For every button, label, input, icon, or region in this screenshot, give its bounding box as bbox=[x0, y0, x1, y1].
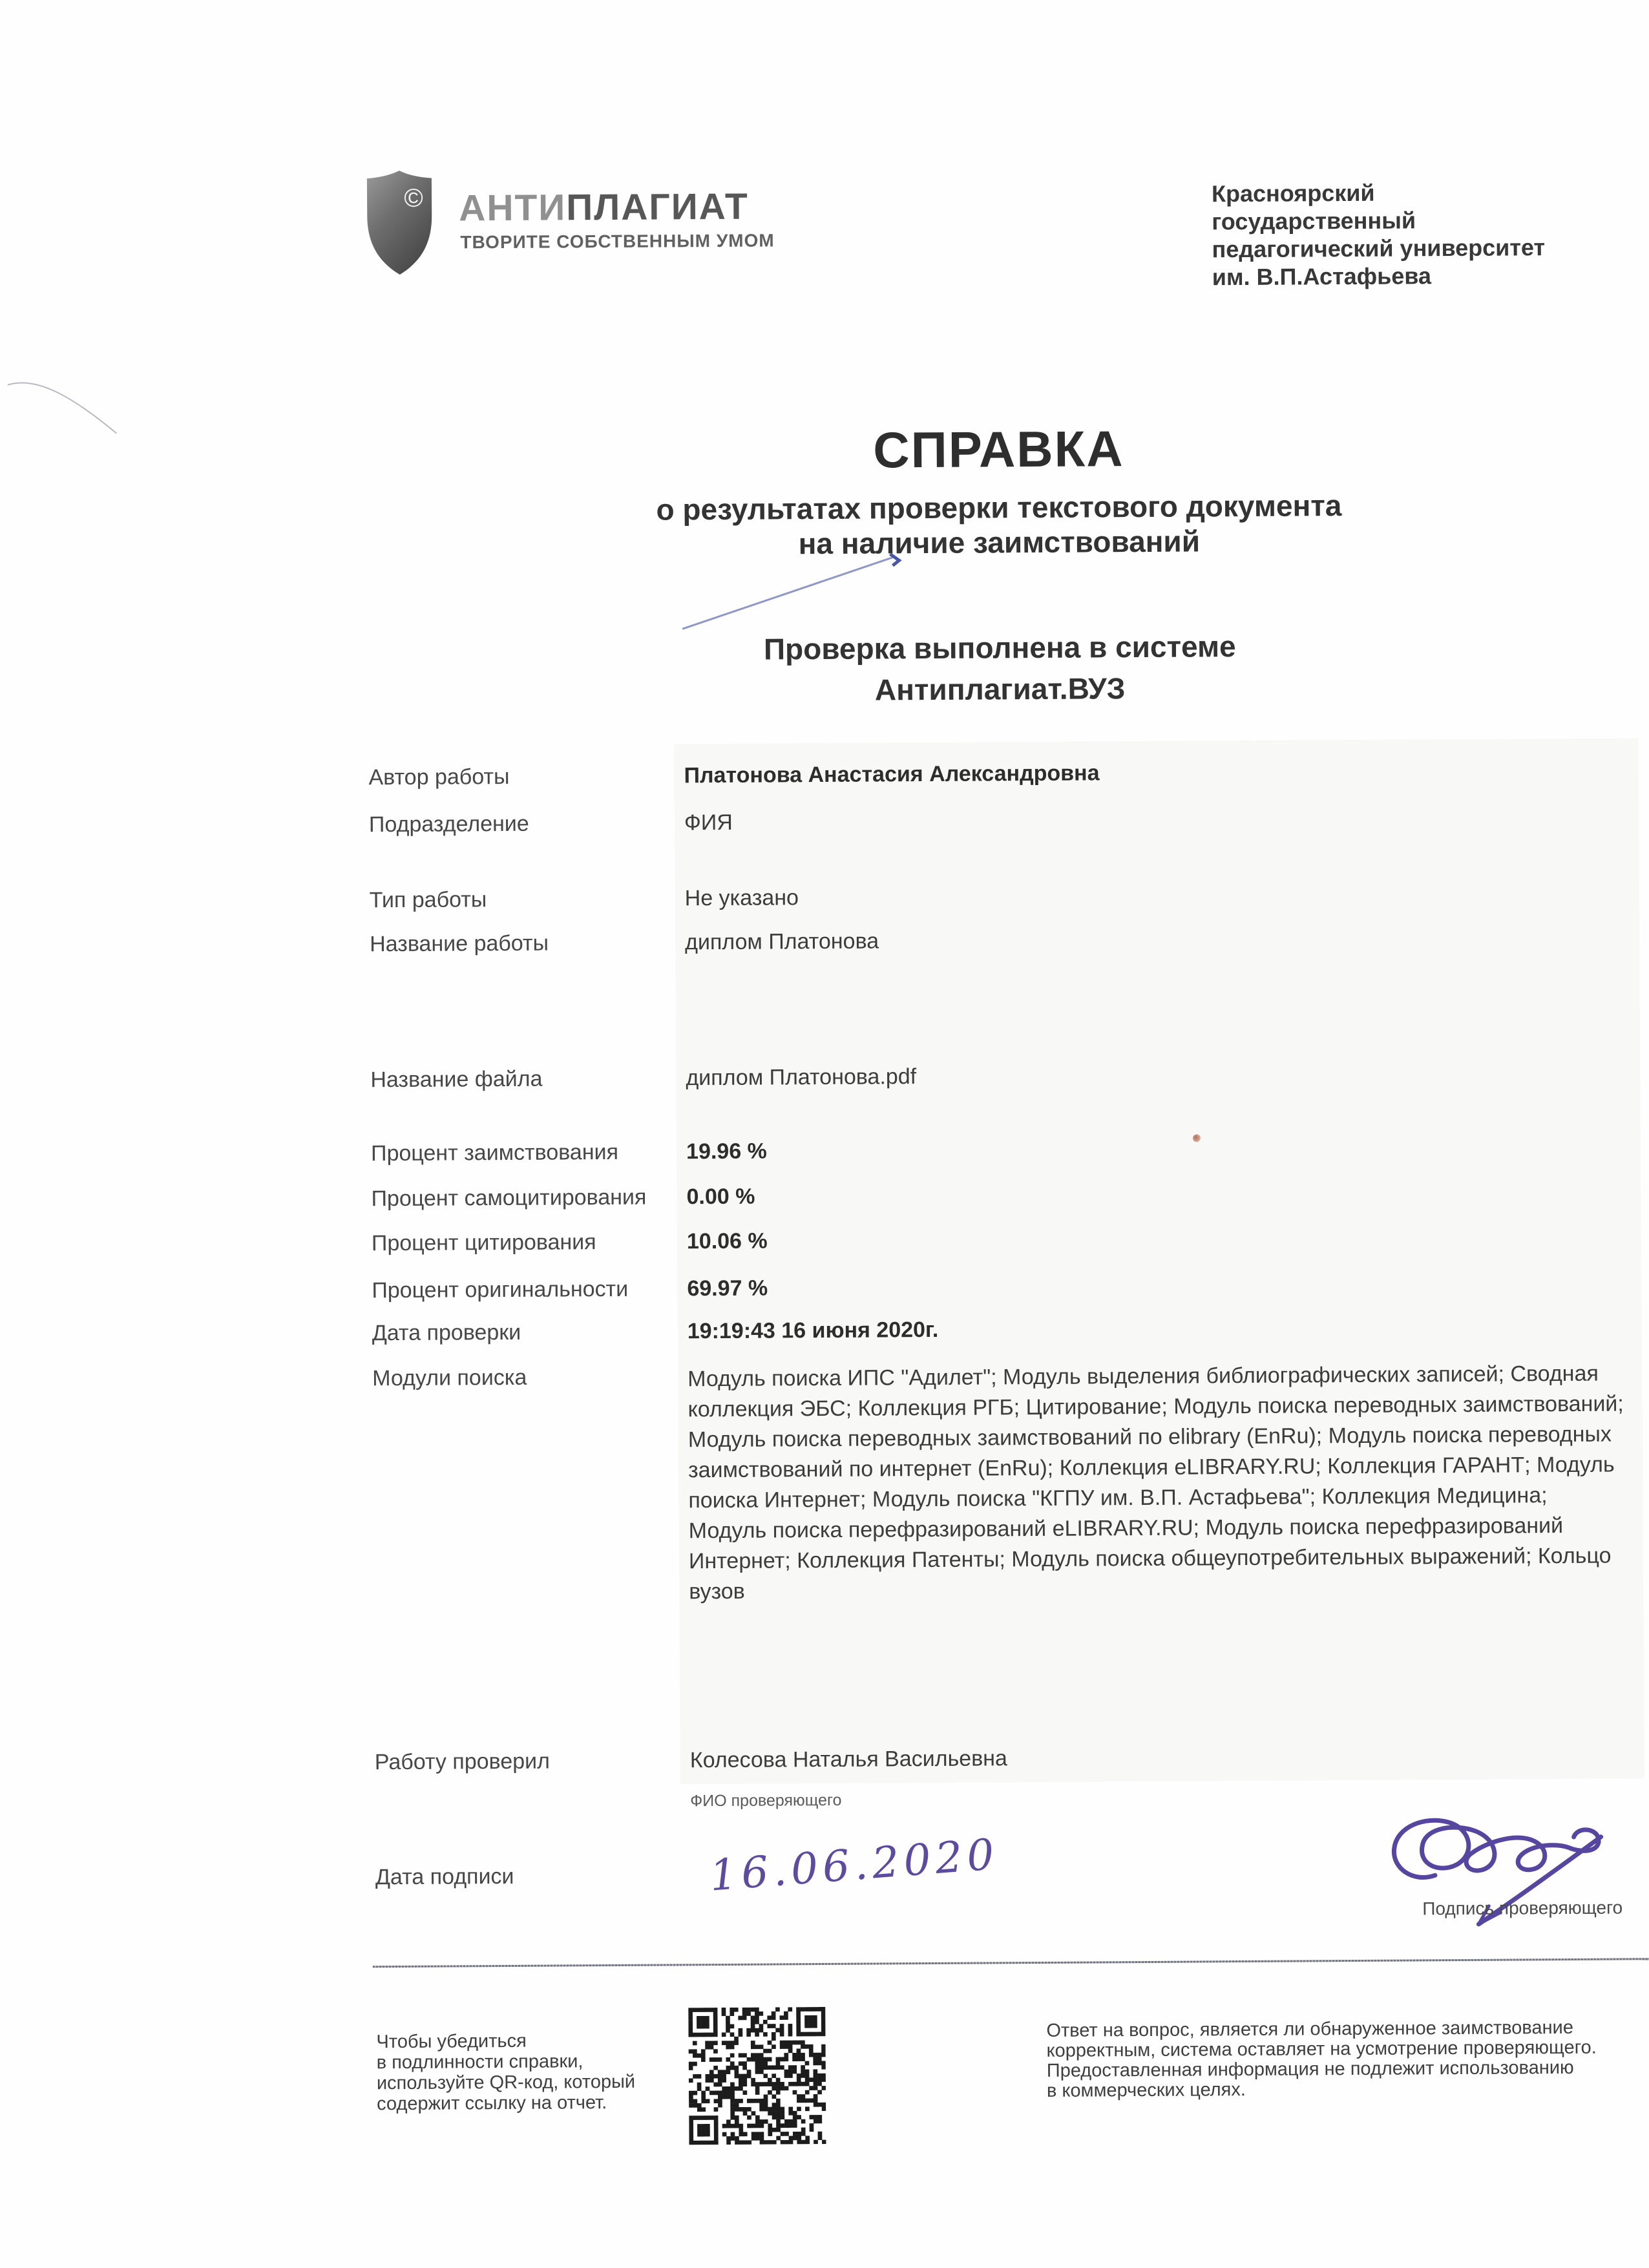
document-title: СПРАВКА bbox=[873, 420, 1124, 479]
field-label: Название работы bbox=[370, 930, 549, 957]
field-label: Подразделение bbox=[368, 811, 529, 837]
field-label: Дата проверки bbox=[372, 1319, 521, 1346]
signature-date-label: Дата подписи bbox=[375, 1864, 514, 1890]
field-value: диплом Платонова bbox=[684, 929, 879, 955]
field-value: диплом Платонова.pdf bbox=[686, 1064, 917, 1091]
field-value: 69.97 % bbox=[687, 1276, 768, 1301]
copyright-symbol: © bbox=[404, 184, 423, 213]
reviewer-label: Работу проверил bbox=[374, 1748, 551, 1775]
brand-wordmark bbox=[459, 185, 749, 230]
university-line: Красноярский bbox=[1211, 179, 1375, 207]
field-label: Процент цитирования bbox=[371, 1230, 596, 1256]
signature-date-row bbox=[375, 1857, 1642, 1890]
field-value: 10.06 % bbox=[686, 1228, 768, 1254]
subtitle-line: о результатах проверки текстового документа bbox=[656, 488, 1342, 527]
disclaimer-text: Ответ на вопрос, является ли обнаруженное заимствование корректным, система оставляет на усмотрение проверяющего. Предоставленная информация не подлежит использованию в коммерческих целях. bbox=[1046, 2017, 1597, 2101]
brand-anti: АНТИ bbox=[458, 187, 567, 229]
qr-code bbox=[688, 2007, 826, 2145]
system-heading bbox=[368, 623, 1632, 713]
reviewer-name: Колесова Наталья Васильевна bbox=[689, 1746, 1008, 1773]
brand-tagline: ТВОРИТЕ СОБСТВЕННЫМ УМОМ bbox=[460, 230, 775, 253]
scan-speck-artifact bbox=[1193, 1134, 1201, 1142]
qr-caption bbox=[376, 2030, 635, 2114]
footer-divider bbox=[373, 1958, 1649, 1968]
field-value: 0.00 % bbox=[686, 1184, 755, 1210]
subtitle-line: на наличие заимствований bbox=[798, 524, 1201, 561]
system-line: Проверка выполнена в системе bbox=[763, 629, 1236, 666]
reviewer-name-caption: ФИО проверяющего bbox=[690, 1790, 842, 1811]
field-label: Процент оригинальности bbox=[372, 1276, 629, 1303]
field-label: Процент заимствования bbox=[370, 1139, 619, 1166]
document-subtitle bbox=[367, 486, 1632, 563]
field-value: 19.96 % bbox=[686, 1139, 767, 1164]
university-line: государственный bbox=[1212, 207, 1416, 235]
university-line: им. В.П.Астафьева bbox=[1212, 262, 1432, 291]
brand-plagiat: ПЛАГИАТ bbox=[566, 185, 750, 229]
field-label: Название файла bbox=[370, 1066, 543, 1093]
qr-caption-line: в подлинности справки, bbox=[376, 2051, 583, 2074]
system-name: Антиплагиат.ВУЗ bbox=[874, 671, 1126, 707]
qr-caption-line: содержит ссылку на отчет. bbox=[376, 2092, 607, 2115]
field-value: Модуль поиска ИПС "Адилет"; Модуль выделения библиографических записей; Сводная коллекция ЭБС; Коллекция РГБ; Цитирование; Модуль поиска переводных заимствований; Модуль поиска переводных заимствований по elibrary (EnRu); Модуль поиска переводных заимствований по интернет (EnRu); Коллекция eLIBRARY.RU; Коллекция ГАРАНТ; Модуль поиска Интернет; Модуль поиска "КГПУ им. В.П. Астафьева"; Коллекция Медицина; Модуль поиска перефразирований eLIBRARY.RU; Модуль поиска перефразирований Интернет; Коллекция Патенты; Модуль поиска общеупотребительных выражений; Кольцо вузов bbox=[688, 1361, 1624, 1604]
field-value: ФИЯ bbox=[684, 810, 733, 835]
field-label: Автор работы bbox=[368, 764, 510, 790]
qr-caption-line: используйте QR-код, который bbox=[376, 2071, 636, 2094]
field-value: Не указано bbox=[684, 885, 799, 911]
university-name bbox=[1212, 178, 1546, 291]
qr-caption-line: Чтобы убедиться bbox=[376, 2030, 527, 2053]
scan-tint-band bbox=[674, 738, 1644, 1784]
field-value: 19:19:43 16 июня 2020г. bbox=[687, 1317, 939, 1344]
field-label: Тип работы bbox=[369, 887, 487, 913]
field-label: Процент самоцитирования bbox=[371, 1184, 647, 1212]
scan-hair-artifact bbox=[0, 366, 137, 450]
handwritten-date: 16.06.2020 bbox=[708, 1829, 1001, 1901]
signature-caption: Подпись проверяющего bbox=[1422, 1897, 1623, 1919]
field-label: Модули поиска bbox=[372, 1365, 527, 1391]
shield-logo-icon bbox=[359, 169, 440, 277]
university-line: педагогический университет bbox=[1212, 234, 1546, 263]
field-value: Платонова Анастасия Александровна bbox=[684, 761, 1100, 788]
